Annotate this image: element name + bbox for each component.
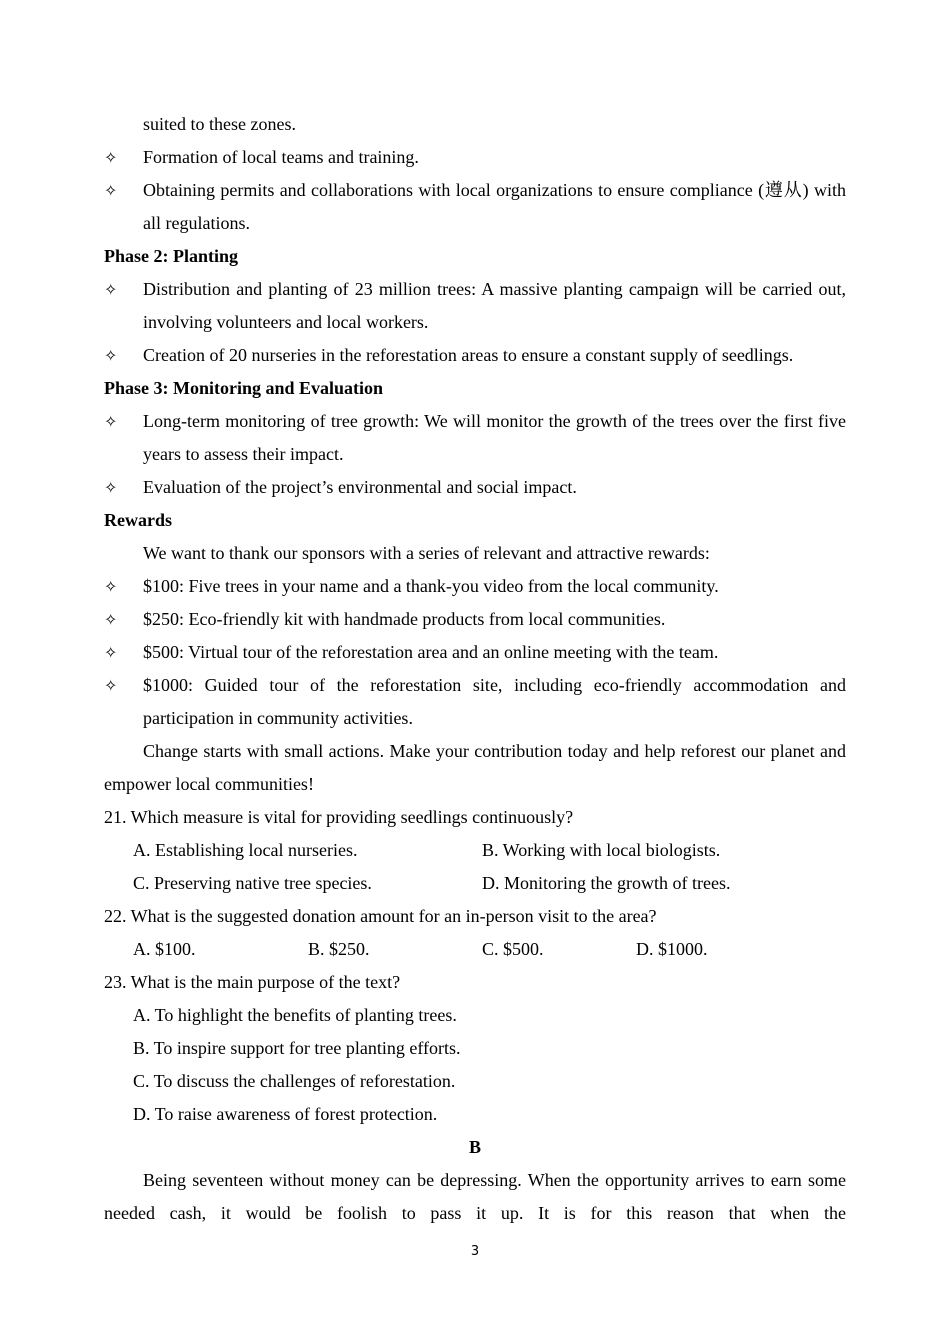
diamond-bullet-icon: ✧ — [104, 412, 118, 431]
list-item: ✧ $250: Eco-friendly kit with handmade products from local communities. — [104, 603, 846, 636]
question-23-stem: 23. What is the main purpose of the text? — [104, 972, 401, 992]
question-21-stem: 21. Which measure is vital for providing seedlings continuously? — [104, 807, 574, 827]
option-d: D. Monitoring the growth of trees. — [482, 873, 731, 893]
diamond-bullet-icon: ✧ — [104, 610, 118, 629]
list-item: ✧ Obtaining permits and collaborations with local organizations to ensure compliance (遵从) with all regulations. — [104, 174, 846, 240]
option-c: C. $500. — [482, 939, 544, 959]
list-item: ✧ Creation of 20 nurseries in the reforestation areas to ensure a constant supply of seedlings. — [104, 339, 846, 372]
passage-b-paragraph: Being seventeen without money can be depressing. When the opportunity arrives to earn some needed cash, it would be foolish to pass it up. It is for this reason that when the — [104, 1170, 846, 1223]
list-item: ✧ Formation of local teams and training. — [104, 141, 846, 174]
option-c: C. Preserving native tree species. — [133, 873, 372, 893]
diamond-bullet-icon: ✧ — [104, 148, 118, 167]
rewards-intro: We want to thank our sponsors with a series of relevant and attractive rewards: — [143, 543, 710, 563]
option-b: B. $250. — [308, 939, 370, 959]
list-item: ✧ $1000: Guided tour of the reforestation site, including eco-friendly accommodation and participation in community activities. — [104, 669, 846, 735]
list-item: ✧ Long-term monitoring of tree growth: We will monitor the growth of the trees over the first five years to assess their impact. — [104, 405, 846, 471]
page-number: 3 — [470, 1244, 480, 1259]
page-content — [104, 108, 846, 1230]
section-b-heading: B — [468, 1137, 481, 1157]
phase3-heading: Phase 3: Monitoring and Evaluation — [104, 378, 384, 398]
list-item: ✧ Distribution and planting of 23 million trees: A massive planting campaign will be carried out, involving volunteers and local workers. — [104, 273, 846, 339]
diamond-bullet-icon: ✧ — [104, 346, 118, 365]
option-a: A. Establishing local nurseries. — [133, 840, 358, 860]
diamond-bullet-icon: ✧ — [104, 181, 118, 200]
option-b: B. To inspire support for tree planting efforts. — [133, 1038, 461, 1058]
option-a: A. To highlight the benefits of planting trees. — [133, 1005, 457, 1025]
diamond-bullet-icon: ✧ — [104, 577, 118, 596]
question-22-stem: 22. What is the suggested donation amount for an in-person visit to the area? — [104, 906, 657, 926]
option-b: B. Working with local biologists. — [482, 840, 721, 860]
option-d: D. To raise awareness of forest protection. — [133, 1104, 438, 1124]
closing-paragraph: Change starts with small actions. Make your contribution today and help reforest our planet and empower local communities! — [104, 741, 846, 794]
option-a: A. $100. — [133, 939, 196, 959]
option-row — [104, 1032, 846, 1065]
option-row — [104, 1098, 846, 1131]
diamond-bullet-icon: ✧ — [104, 676, 118, 695]
question-21-options-row1 — [104, 834, 846, 867]
option-row — [104, 1065, 846, 1098]
option-c: C. To discuss the challenges of reforestation. — [133, 1071, 456, 1091]
question-21-options-row2 — [104, 867, 846, 900]
diamond-bullet-icon: ✧ — [104, 280, 118, 299]
question-22-options — [104, 933, 846, 966]
rewards-heading: Rewards — [104, 510, 172, 530]
phase2-heading: Phase 2: Planting — [104, 246, 239, 266]
option-row — [104, 999, 846, 1032]
list-item: ✧ Evaluation of the project’s environmental and social impact. — [104, 471, 846, 504]
list-item: ✧ $500: Virtual tour of the reforestation area and an online meeting with the team. — [104, 636, 846, 669]
diamond-bullet-icon: ✧ — [104, 643, 118, 662]
phase1-tail: suited to these zones. — [143, 114, 296, 134]
diamond-bullet-icon: ✧ — [104, 478, 118, 497]
option-d: D. $1000. — [636, 939, 708, 959]
list-item: ✧ $100: Five trees in your name and a thank-you video from the local community. — [104, 570, 846, 603]
